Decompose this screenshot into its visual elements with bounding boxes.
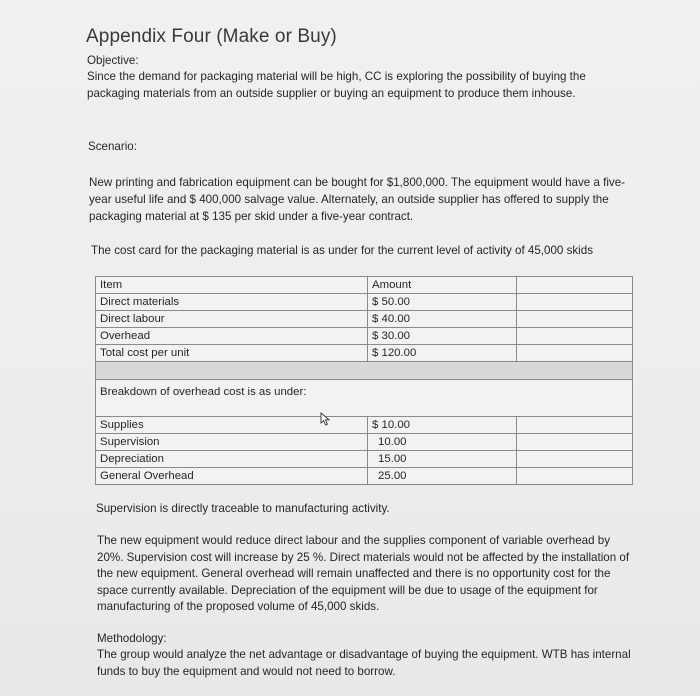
row-item: Supervision xyxy=(96,434,368,451)
header-item: Item xyxy=(96,277,368,294)
row-item: Supplies xyxy=(96,417,368,434)
table-spacer-cell xyxy=(517,451,633,468)
cost-card-intro: The cost card for the packaging material is as under for the current level of activity of 45,000 skids xyxy=(91,244,594,257)
table-row xyxy=(96,328,633,345)
row-item: General Overhead xyxy=(96,468,368,485)
mouse-pointer-icon xyxy=(320,412,332,426)
row-item: Direct labour xyxy=(96,311,368,328)
table-spacer-cell xyxy=(517,328,633,345)
row-amount: $ 10.00 xyxy=(368,417,517,434)
table-row xyxy=(96,451,633,468)
row-item: Depreciation xyxy=(96,451,368,468)
row-amount: $ 120.00 xyxy=(368,345,517,362)
objective-text: Since the demand for packaging material will be high, CC is exploring the possibility of buying the packaging materials from an outside supplier or buying an equipment to produce them inhouse. xyxy=(87,70,586,100)
row-amount: 25.00 xyxy=(368,468,517,485)
table-row xyxy=(96,294,633,311)
table-spacer-cell xyxy=(517,417,633,434)
table-divider-row xyxy=(96,362,633,380)
supervision-note: Supervision is directly traceable to manufacturing activity. xyxy=(96,502,390,515)
page-title: Appendix Four (Make or Buy) xyxy=(86,26,337,47)
row-amount: 10.00 xyxy=(368,434,517,451)
methodology-label: Methodology: xyxy=(97,632,167,645)
row-amount: $ 50.00 xyxy=(368,294,517,311)
objective-label: Objective: xyxy=(87,54,139,67)
scenario-label: Scenario: xyxy=(88,140,137,153)
table-header-row xyxy=(96,277,633,294)
table-spacer-cell xyxy=(517,434,633,451)
scenario-text: New printing and fabrication equipment can be bought for $1,800,000. The equipment would have a five-year useful life and $ 400,000 salvage value. Alternately, an outside supplier has offered to supply the packaging material at $ 135 per skid under a five-year contract. xyxy=(89,176,626,223)
row-item: Overhead xyxy=(96,328,368,345)
header-amount: Amount xyxy=(368,277,517,294)
row-amount: 15.00 xyxy=(368,451,517,468)
table-spacer-cell xyxy=(517,277,633,294)
table-row xyxy=(96,434,633,451)
table-spacer-cell xyxy=(517,345,633,362)
breakdown-row xyxy=(96,380,633,417)
breakdown-label: Breakdown of overhead cost is as under: xyxy=(96,380,633,417)
table-spacer-cell xyxy=(517,294,633,311)
cost-card-table xyxy=(95,276,633,485)
row-item: Total cost per unit xyxy=(96,345,368,362)
divider-cell xyxy=(96,362,633,380)
methodology-text: The group would analyze the net advantage or disadvantage of buying the equipment. WTB has internal funds to buy the equipment and would not need to borrow. xyxy=(97,648,631,678)
equipment-effects-text: The new equipment would reduce direct labour and the supplies component of variable overhead by 20%. Supervision cost will increase by 25 %. Direct materials would not be affected by the installation of the new equipment. General overhead will remain unaffected and there is no opportunity cost for the space currently available. Depreciation of the equipment will be due to usage of the equipment for manufacturing of the proposed volume of 45,000 skids. xyxy=(97,534,630,613)
table-row-total xyxy=(96,345,633,362)
table-row xyxy=(96,468,633,485)
table-spacer-cell xyxy=(517,468,633,485)
table-row xyxy=(96,311,633,328)
row-amount: $ 30.00 xyxy=(368,328,517,345)
row-amount: $ 40.00 xyxy=(368,311,517,328)
row-item: Direct materials xyxy=(96,294,368,311)
table-row xyxy=(96,417,633,434)
table-spacer-cell xyxy=(517,311,633,328)
